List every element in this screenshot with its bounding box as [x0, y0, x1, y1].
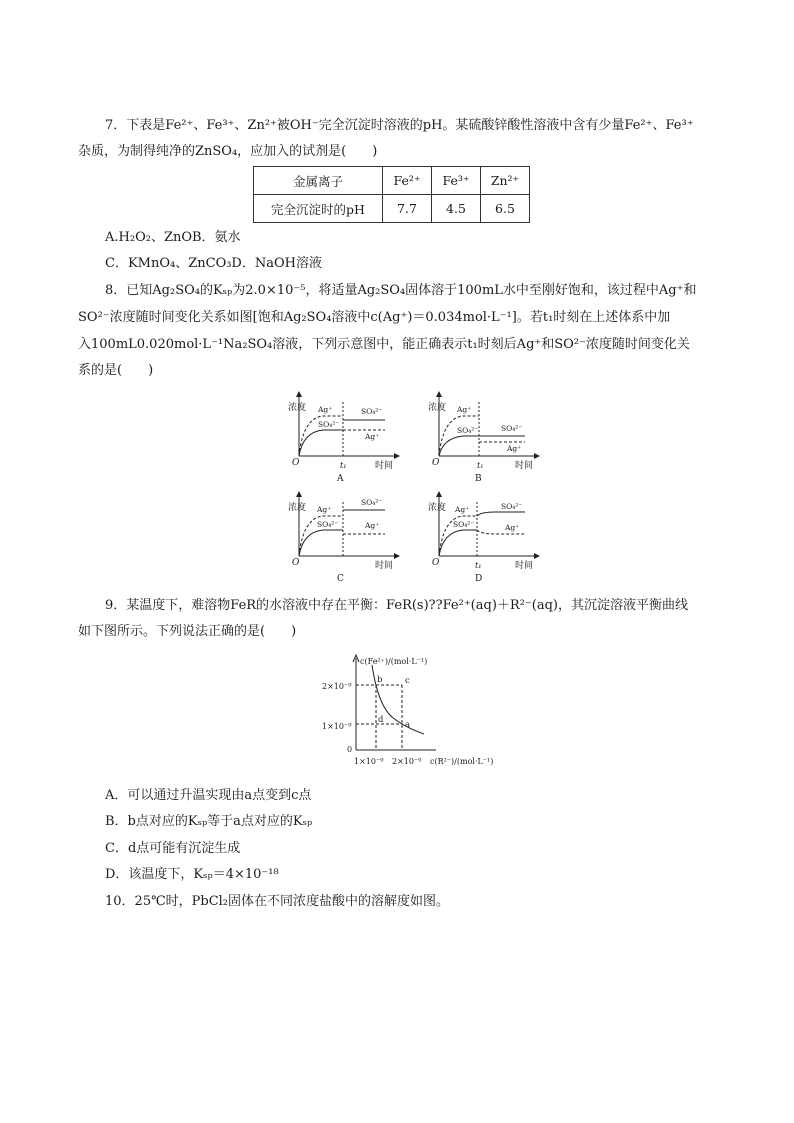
q7-options-cd: C．KMnO₄、ZnCO₃D．NaOH溶液	[105, 256, 322, 271]
so4-label: SO₄²⁻	[453, 520, 475, 529]
ag-label: Ag⁺	[317, 505, 332, 514]
q9-stem-line1: 9．某温度下，难溶物FeR的水溶液中存在平衡：FeR(s)??Fe²⁺(aq)＋R²⁻(aq)，其沉淀溶液平衡曲线	[105, 598, 688, 613]
origin-label: O	[432, 558, 440, 568]
graph-c	[288, 494, 397, 584]
y-tick-label: 0	[347, 745, 353, 754]
q8-stem-line2: SO²⁻浓度随时间变化关系如图[饱和Ag₂SO₄溶液中c(Ag⁺)＝0.034mol·L⁻¹]。若t₁时刻在上述体系中加	[78, 310, 671, 325]
q7-stem-line2: 杂质，为制得纯净的ZnSO₄，应加入的试剂是( )	[78, 144, 378, 159]
y-axis-label: 浓度	[288, 503, 307, 513]
table-header-row	[254, 167, 530, 195]
q10-stem-line1: 10．25℃时，PbCl₂固体在不同浓度盐酸中的溶解度如图。	[105, 894, 450, 909]
table-header-cell: Fe³⁺	[432, 167, 481, 195]
ag-label: Ag⁺	[365, 432, 380, 441]
q9-option-a: A．可以通过升温实现由a点变到c点	[105, 788, 312, 803]
x-tick-label: 2×10⁻⁹	[392, 757, 422, 766]
table-row	[254, 195, 530, 223]
q8-stem-line1: 8．已知Ag₂SO₄的Kₛₚ为2.0×10⁻⁵，将适量Ag₂SO₄固体溶于100mL水中至刚好饱和，该过程中Ag⁺和	[105, 283, 697, 298]
table-header-cell: Zn²⁺	[481, 167, 530, 195]
y-tick-label: 1×10⁻⁹	[322, 722, 352, 731]
origin-label: O	[292, 458, 300, 468]
option-label-c: C	[337, 574, 344, 584]
ag-label: Ag⁺	[457, 405, 472, 414]
graph-b	[428, 394, 537, 484]
q8-graphs	[285, 390, 545, 585]
q9-chart	[318, 650, 508, 772]
so4-label: SO₄²⁻	[501, 424, 523, 433]
chart-x-label: c(R²⁻)/(mol·L⁻¹)	[430, 757, 494, 766]
q9-option-d: D．该温度下，Kₛₚ＝4×10⁻¹⁸	[105, 867, 279, 882]
so4-label: SO₄²⁻	[318, 420, 340, 429]
origin-label: O	[432, 458, 440, 468]
ag-label: Ag⁺	[505, 523, 520, 532]
x-axis-label: 时间	[375, 561, 394, 571]
x-axis-label: 时间	[515, 461, 534, 471]
point-label-b: b	[377, 675, 383, 685]
table-cell: 6.5	[481, 195, 530, 223]
point-label-d: d	[378, 715, 384, 725]
q7-stem-line1: 7．下表是Fe²⁺、Fe³⁺、Zn²⁺被OH⁻完全沉淀时溶液的pH。某硫酸锌酸性溶液中含有少量Fe²⁺、Fe³⁺	[105, 118, 694, 133]
q9-option-b: B．b点对应的Kₛₚ等于a点对应的Kₛₚ	[105, 814, 313, 829]
t1-label: t₁	[477, 461, 484, 470]
so4-label: SO₄²⁻	[361, 407, 383, 416]
table-cell: 完全沉淀时的pH	[254, 195, 383, 223]
so4-label: SO₄²⁻	[501, 502, 523, 511]
t1-label: t₁	[475, 561, 482, 570]
y-axis-label: 浓度	[428, 403, 447, 413]
q9-stem-line2: 如下图所示。下列说法正确的是( )	[78, 624, 297, 639]
x-axis-label: 时间	[375, 461, 394, 471]
ag-label: Ag⁺	[365, 521, 380, 530]
table-header-cell: 金属离子	[254, 167, 383, 195]
table-cell: 4.5	[432, 195, 481, 223]
ag-label: Ag⁺	[318, 405, 333, 414]
chart-y-label: c(Fe²⁺)/(mol·L⁻¹)	[360, 657, 428, 666]
option-label-d: D	[475, 574, 483, 584]
so4-label: SO₄²⁻	[361, 498, 383, 507]
point-label-a: a	[405, 720, 411, 730]
q8-stem-line4: 系的是( )	[78, 363, 154, 378]
y-axis-label: 浓度	[288, 403, 307, 413]
so4-label: SO₄²⁻	[317, 520, 339, 529]
y-axis-label: 浓度	[428, 503, 447, 513]
table-cell: 7.7	[383, 195, 432, 223]
q7-options-ab: A.H₂O₂、ZnOB．氨水	[105, 230, 241, 245]
ag-label: Ag⁺	[507, 444, 522, 453]
ph-table	[253, 166, 530, 223]
x-axis-label: 时间	[515, 561, 534, 571]
option-label-a: A	[337, 474, 344, 484]
ag-label: Ag⁺	[455, 505, 470, 514]
origin-label: O	[292, 558, 300, 568]
q8-stem-line3: 入100mL0.020mol·L⁻¹Na₂SO₄溶液，下列示意图中，能正确表示t₁时刻后Ag⁺和SO²⁻浓度随时间变化关	[78, 337, 690, 352]
graph-d	[428, 494, 537, 584]
table-header-cell: Fe²⁺	[383, 167, 432, 195]
graph-a	[288, 394, 397, 484]
option-label-b: B	[475, 474, 482, 484]
t1-label: t₁	[340, 461, 347, 470]
point-label-c: c	[405, 676, 410, 686]
x-tick-label: 1×10⁻⁹	[354, 757, 384, 766]
q9-option-c: C．d点可能有沉淀生成	[105, 841, 241, 856]
so4-label: SO₄²⁻	[457, 426, 479, 435]
y-tick-label: 2×10⁻⁹	[322, 682, 352, 691]
